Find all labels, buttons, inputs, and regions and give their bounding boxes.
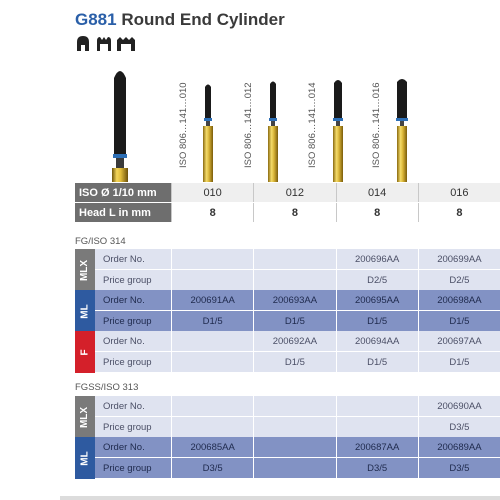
price-group: D1/5 [253, 352, 335, 372]
group-mlx-fgss [75, 396, 500, 438]
iso-diameter-value: 012 [253, 183, 335, 202]
iso-diameter-label: ISO Ø 1/10 mm [79, 186, 157, 199]
iso-diameter-value: 014 [336, 183, 418, 202]
bur-016 [396, 79, 408, 182]
price-group: D1/5 [336, 311, 418, 331]
order-number: 200693AA [253, 290, 335, 310]
price-group: D3/5 [171, 458, 253, 478]
iso-diameter-value: 010 [171, 183, 253, 202]
iso-label-010: ISO 806…141…010 [178, 82, 189, 168]
iso-label-016: ISO 806…141…016 [371, 82, 382, 168]
order-number: 200695AA [336, 290, 418, 310]
row-label: Order No. [103, 253, 145, 265]
order-number: 200691AA [171, 290, 253, 310]
section-label-fgss: FGSS/ISO 313 [75, 382, 139, 393]
order-number [171, 249, 253, 269]
price-group [253, 458, 335, 478]
price-group: D3/5 [418, 458, 500, 478]
section-label-fg: FG/ISO 314 [75, 236, 126, 247]
table-row [95, 331, 500, 352]
price-group [253, 270, 335, 290]
order-number: 200692AA [253, 331, 335, 351]
price-group: D1/5 [171, 311, 253, 331]
iso-diameter-row [75, 183, 500, 202]
group-tag: F [75, 331, 95, 373]
group-mlx-fg [75, 249, 500, 291]
order-number: 200687AA [336, 437, 418, 457]
order-number [171, 331, 253, 351]
head-length-value: 8 [253, 203, 335, 222]
price-group: D1/5 [253, 311, 335, 331]
bur-014 [333, 80, 343, 182]
price-group [171, 270, 253, 290]
bur-010 [203, 85, 213, 183]
group-tag: MLX [75, 396, 95, 438]
price-group: D1/5 [418, 311, 500, 331]
head-length-value: 8 [418, 203, 500, 222]
iso-label-014: ISO 806…141…014 [307, 82, 318, 168]
row-label: Order No. [103, 400, 145, 412]
table-row [95, 417, 500, 438]
iso-diameter-value: 016 [418, 183, 500, 202]
order-number: 200689AA [418, 437, 500, 457]
group-tag: MLX [75, 249, 95, 291]
price-group: D1/5 [418, 352, 500, 372]
price-group: D3/5 [418, 417, 500, 437]
product-code: G881 [75, 10, 117, 29]
tooth-preparation-icon [97, 37, 111, 51]
price-group: D2/5 [336, 270, 418, 290]
row-label: Order No. [103, 294, 145, 306]
table-row [95, 437, 500, 458]
group-f-fg [75, 331, 500, 373]
row-label: Price group [103, 315, 152, 327]
head-length-value: 8 [171, 203, 253, 222]
group-tag: ML [75, 437, 95, 479]
group-tag: ML [75, 290, 95, 332]
head-length-value: 8 [336, 203, 418, 222]
iso-label-012: ISO 806…141…012 [243, 82, 254, 168]
order-number [336, 396, 418, 416]
table-row [95, 458, 500, 479]
group-ml-fgss [75, 437, 500, 479]
head-length-row [75, 203, 500, 222]
row-label: Price group [103, 421, 152, 433]
tooth-crown-icon [77, 36, 89, 51]
order-number: 200698AA [418, 290, 500, 310]
table-row [95, 396, 500, 417]
price-group [171, 352, 253, 372]
order-number: 200697AA [418, 331, 500, 351]
table-row [95, 249, 500, 270]
bur-012 [268, 82, 278, 183]
order-number [253, 396, 335, 416]
order-number: 200694AA [336, 331, 418, 351]
order-number [253, 249, 335, 269]
page-title [75, 10, 285, 30]
row-label: Price group [103, 356, 152, 368]
head-length-label: Head L in mm [79, 206, 151, 219]
row-label: Order No. [103, 335, 145, 347]
order-number [171, 396, 253, 416]
group-ml-fg [75, 290, 500, 332]
footer-divider [60, 496, 500, 500]
table-row [95, 311, 500, 332]
table-row [95, 270, 500, 291]
table-row [95, 352, 500, 373]
order-number: 200690AA [418, 396, 500, 416]
order-number: 200685AA [171, 437, 253, 457]
table-row [95, 290, 500, 311]
large-bur-illustration [112, 71, 128, 182]
usage-icons [75, 33, 145, 53]
order-number [253, 437, 335, 457]
order-number: 200696AA [336, 249, 418, 269]
product-name: Round End Cylinder [121, 10, 285, 29]
price-group [253, 417, 335, 437]
order-number: 200699AA [418, 249, 500, 269]
price-group [336, 417, 418, 437]
row-label: Price group [103, 274, 152, 286]
price-group: D1/5 [336, 352, 418, 372]
price-group [171, 417, 253, 437]
row-label: Order No. [103, 441, 145, 453]
tooth-bridge-icon [117, 37, 135, 51]
price-group: D3/5 [336, 458, 418, 478]
row-label: Price group [103, 462, 152, 474]
price-group: D2/5 [418, 270, 500, 290]
